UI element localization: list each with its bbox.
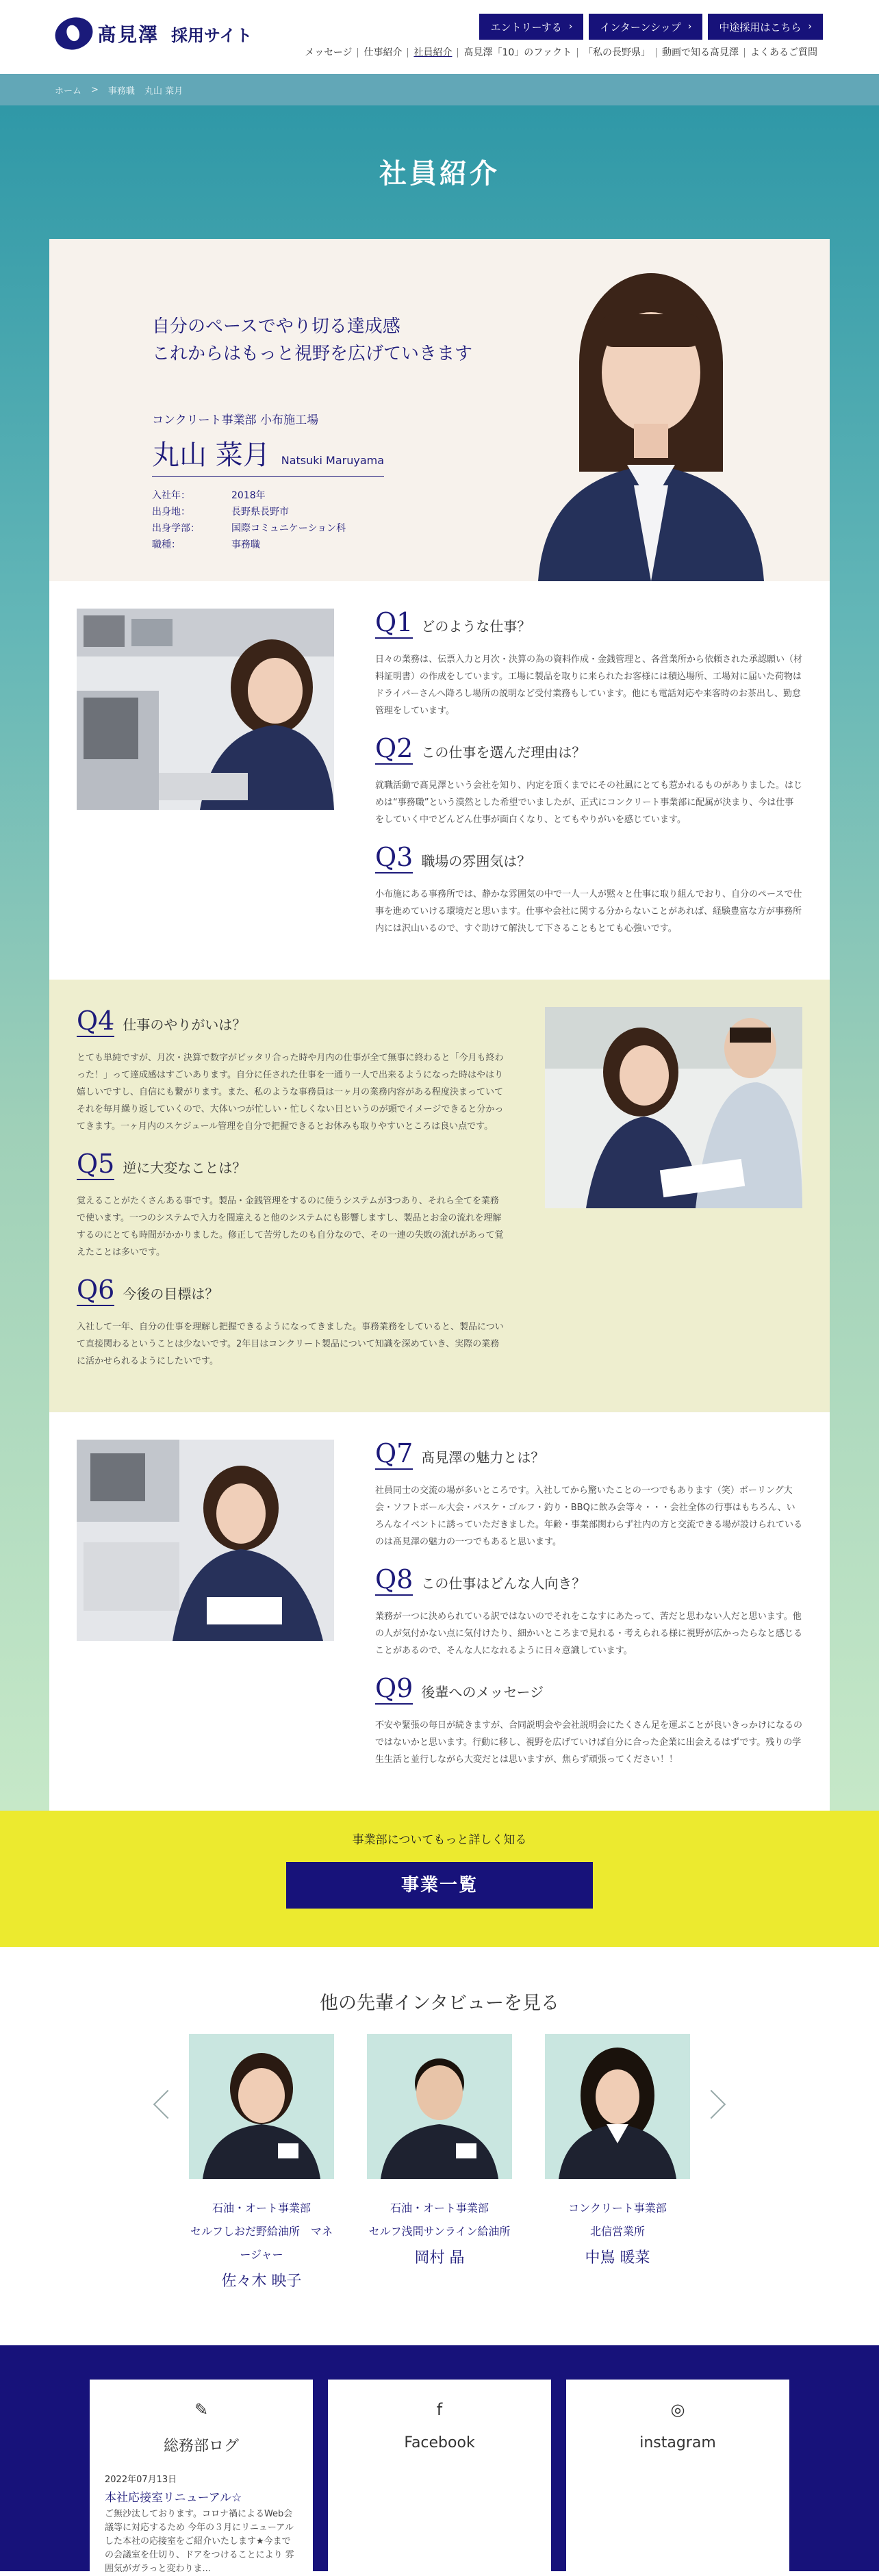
staff-department: コンクリート事業部 bbox=[568, 2202, 667, 2215]
qa-column bbox=[375, 1440, 802, 1783]
internship-button-label: インターンシップ bbox=[600, 21, 681, 34]
entry-button-label: エントリーする bbox=[490, 21, 562, 34]
info-value: 国際コミュニケーション科 bbox=[231, 523, 346, 534]
instagram-box[interactable] bbox=[566, 2380, 789, 2571]
question-title: 職場の雰囲気は？ bbox=[421, 853, 531, 869]
breadcrumb-separator: > bbox=[91, 84, 99, 95]
blog-date: 2022年07月13日 bbox=[105, 2475, 177, 2485]
question-title: 逆に大変なことは？ bbox=[123, 1160, 246, 1176]
instagram-icon: ◎ bbox=[670, 2400, 685, 2419]
question-number: Q3 bbox=[375, 842, 413, 872]
answer-text: 就職活動で髙見澤という会社を知り、内定を頂くまでにその社風にとても惹かれるものがありました。はじめは“事務職”という漠然とした希望でいましたが、正式にコンクリート事業部に配属が決まり、今は仕事をしていく中でどんどん仕事が面白くなり、とてもやりがいを感じています。 bbox=[375, 780, 803, 825]
question-heading bbox=[375, 1566, 802, 1596]
question-heading bbox=[375, 1674, 802, 1705]
logo-subtitle: 採用サイト bbox=[171, 25, 253, 45]
profile-info bbox=[152, 487, 346, 552]
question-number: Q2 bbox=[375, 733, 413, 763]
name-japanese: 丸山 菜月 bbox=[152, 439, 270, 471]
question-number: Q9 bbox=[375, 1673, 413, 1703]
question-heading bbox=[77, 1150, 504, 1180]
entry-button[interactable] bbox=[479, 14, 583, 40]
answer-text: 不安や緊張の毎日が続きますが、合同説明会や会社説明会にたくさん足を運ぶことが良いきっかけになるのではないかと思います。行動に移し、視野を広げていけば自分に合った企業に出会えるはずです。残りの学生生活と並行しながら大変だとは思いますが、焦らず頑張ってください！！ bbox=[375, 1720, 803, 1765]
nav-item-faq[interactable]: よくあるご質問 bbox=[744, 48, 823, 58]
question-heading bbox=[375, 735, 802, 765]
info-row bbox=[152, 536, 346, 552]
nav-item-facts[interactable]: 髙見澤「10」のファクト bbox=[457, 48, 577, 58]
midcareer-button-label: 中途採用はこちら bbox=[719, 21, 802, 34]
answer-text: 日々の業務は、伝票入力と月次・決算の為の資料作成・金銭管理と、各営業所から依頼された承認願い（材料証明書）の作成をしています。工場に製品を取りに来られたお客様には積込場所、工場対に届いた荷物はドライバーさんへ降ろし場所の説明など受付業務もしています。他にも電話対応や来客時のお茶出し、勤怠管理をしています。 bbox=[375, 654, 803, 716]
logo-mark-icon bbox=[51, 12, 97, 55]
staff-photo bbox=[545, 2034, 690, 2179]
office-photo-3 bbox=[77, 1440, 334, 1641]
breadcrumb-home[interactable]: ホーム bbox=[55, 86, 82, 97]
profile-hero bbox=[49, 239, 830, 581]
logo-text: 髙見澤 bbox=[97, 23, 160, 46]
answer-text: 入社して一年、自分の仕事を理解し把握できるようになってきました。事務業務をしていると、製品について直接関わるということは少ないです。2年目はコンクリート製品について知識を深めていき、実際の業務に活かせられるようにしたいです。 bbox=[77, 1322, 504, 1366]
answer-text: 業務が一つに決められている訳ではないのでそれをこなすにあたって、苦だと思わない人だと思います。他の人が気付かない点に気付けたり、細かいところまで見れる・考えられる様に視野が広かったらなと感じることがあるので、そんな人になれるように日々意識しています。 bbox=[375, 1611, 803, 1656]
interview-card-link[interactable] bbox=[545, 2034, 690, 2291]
blog-title: 総務部ログ bbox=[163, 2438, 239, 2455]
question-heading bbox=[375, 1440, 802, 1470]
question-title: この仕事を選んだ理由は？ bbox=[421, 744, 586, 761]
question-number: Q8 bbox=[375, 1564, 413, 1594]
chevron-right-icon: › bbox=[808, 21, 812, 32]
profile-department: コンクリート事業部 小布施工場 bbox=[152, 413, 319, 427]
internship-button[interactable] bbox=[589, 14, 702, 40]
catch-copy bbox=[152, 313, 472, 368]
question-title: どのような仕事？ bbox=[421, 618, 531, 635]
footer-links bbox=[0, 2345, 879, 2574]
question-heading bbox=[375, 609, 802, 639]
question-number: Q6 bbox=[77, 1275, 115, 1305]
answer-text: とても単純ですが、月次・決算で数字がピッタリ合った時や月内の仕事が全て無事に終わると「今月も終わった！」って達成感はすごいあります。自分に任された仕事を一通り一人で出来るようになった時はやはり嬉しいですし、自信にも繋がります。また、私のような事務員は一ヶ月の業務内容がある程度決まっていてそれを毎月繰り返していくので、大体いつが忙しい・忙しくない日というのが頭でイメージできると分かってきます。一ヶ月内のスケジュール管理を自分で把握できるとお休みも取りやすいところは良い点です。 bbox=[77, 1053, 504, 1132]
blog-box[interactable] bbox=[90, 2380, 313, 2574]
interview-card bbox=[49, 239, 830, 1811]
question-number: Q1 bbox=[375, 607, 413, 637]
question-title: 髙見澤の魅力とは？ bbox=[421, 1449, 545, 1466]
page-title: 社員紹介 bbox=[379, 158, 500, 190]
blog-headline: 本社応接室リニューアル☆ bbox=[105, 2491, 242, 2505]
answer-text: 社員同士の交流の場が多いところです。入社してから驚いたことの一つでもあります（笑）ボーリング大会・ソフトボール大会・バスケ・ゴルフ・釣り・BBQに飲み会等々・・・会社全体の行事はもちろん、いろんなイベントに誘っていただきました。年齢・事業部関わらず社内の方と交流できる場が設けられているのは髙見澤の魅力の一つでもあると思います。 bbox=[375, 1485, 803, 1547]
nav-item-message[interactable]: メッセージ bbox=[305, 47, 353, 58]
midcareer-button[interactable] bbox=[708, 14, 823, 40]
breadcrumb-current: 丸山 菜月 bbox=[144, 86, 183, 97]
staff-photo bbox=[189, 2034, 334, 2179]
breadcrumb-category[interactable]: 事務職 bbox=[107, 86, 135, 97]
info-row bbox=[152, 487, 346, 503]
other-interviews-heading: 他の先輩インタビューを見る bbox=[320, 1993, 559, 2014]
business-cta bbox=[0, 1811, 879, 1947]
profile-name bbox=[152, 433, 384, 477]
nav-item-staff[interactable]: 社員紹介 bbox=[407, 48, 457, 58]
question-heading bbox=[77, 1007, 504, 1037]
question-title: 今後の目標は？ bbox=[123, 1286, 219, 1302]
answer-text: 覚えることがたくさんある事です。製品・金銭管理をするのに使うシステムが3つあり、それら全てを業務で使います。一つのシステムで入力を間違えると他のシステムにも影響しますし、製品とお金の流れを理解するのにとても時間がかかりました。修正して苦労したのも自分なので、その一連の失敗の流れがあって覚えたことは多いです。 bbox=[77, 1196, 504, 1258]
nav-item-nagano[interactable]: 「私の長野県」 bbox=[577, 48, 656, 58]
cta-lead: 事業部についてもっと詳しく知る bbox=[352, 1833, 527, 1847]
chevron-right-icon: › bbox=[568, 21, 573, 32]
blog-icon: ✎ bbox=[194, 2400, 209, 2419]
office-photo-1 bbox=[77, 609, 334, 810]
breadcrumb bbox=[0, 74, 879, 105]
info-value: 長野県長野市 bbox=[231, 507, 289, 518]
catch-line-1: 自分のペースでやり切る達成感 bbox=[152, 316, 400, 337]
blog-excerpt: ご無沙汰しております。コロナ禍によるWeb会議等に対応するため 今年の３月にリニューアルした本社の応接室をご紹介いたします★今までの会議室を仕切り、ドアをつけることにより 雰囲気がガラっと変わりま... bbox=[105, 2509, 294, 2574]
question-number: Q4 bbox=[77, 1006, 115, 1036]
staff-photo bbox=[367, 2034, 512, 2179]
question-number: Q7 bbox=[375, 1438, 413, 1468]
qa-column bbox=[77, 1007, 504, 1385]
site-header bbox=[0, 0, 879, 74]
staff-name: 佐々木 映子 bbox=[221, 2273, 302, 2290]
staff-place: セルフ浅間サンライン給油所 bbox=[368, 2225, 511, 2238]
chevron-right-icon: › bbox=[687, 21, 692, 32]
name-english: Natsuki Maruyama bbox=[281, 454, 385, 467]
staff-department: 石油・オート事業部 bbox=[212, 2202, 311, 2215]
nav-item-jobs[interactable]: 仕事紹介 bbox=[357, 48, 407, 58]
staff-place: セルフしおだ野給油所 マネージャー bbox=[190, 2225, 333, 2261]
main-content bbox=[0, 105, 879, 1811]
blog-entry[interactable] bbox=[105, 2472, 298, 2576]
question-heading bbox=[77, 1276, 504, 1306]
staff-place: 北信営業所 bbox=[589, 2225, 645, 2238]
info-row bbox=[152, 503, 346, 520]
staff-name: 中嶌 暖菜 bbox=[585, 2249, 650, 2267]
interview-card-link[interactable] bbox=[367, 2034, 512, 2291]
interview-card-link[interactable] bbox=[189, 2034, 334, 2291]
staff-department: 石油・オート事業部 bbox=[390, 2202, 489, 2215]
portrait-photo bbox=[524, 259, 778, 581]
office-photo-2 bbox=[545, 1007, 802, 1208]
info-key: 職種： bbox=[152, 539, 181, 550]
question-heading bbox=[375, 843, 802, 873]
question-title: 後輩へのメッセージ bbox=[421, 1684, 544, 1700]
instagram-title: instagram bbox=[639, 2434, 716, 2451]
info-key: 入社年： bbox=[152, 490, 190, 501]
question-title: 仕事のやりがいは？ bbox=[123, 1017, 246, 1033]
qa-section-3 bbox=[49, 1412, 830, 1811]
facebook-box[interactable] bbox=[328, 2380, 551, 2571]
facebook-icon: f bbox=[436, 2400, 443, 2419]
info-value: 2018年 bbox=[231, 490, 266, 501]
qa-section-1 bbox=[49, 581, 830, 980]
interview-carousel bbox=[0, 2034, 879, 2291]
info-row bbox=[152, 520, 346, 536]
qa-column bbox=[375, 609, 802, 952]
answer-text: 小布施にある事務所では、静かな雰囲気の中で一人一人が黙々と仕事に取り組んでおり、自分のペースで仕事を進めていける環境だと思います。仕事や会社に関する分からないことがあれば、経験豊富な方が事務所内には沢山いるので、すぐ助けて解決して下さることもとても心強いです。 bbox=[375, 889, 802, 934]
info-value: 事務職 bbox=[231, 539, 260, 550]
staff-name: 岡村 晶 bbox=[414, 2249, 465, 2267]
qa-section-2 bbox=[49, 980, 830, 1412]
business-list-button[interactable]: 事業一覧 bbox=[286, 1862, 593, 1909]
question-number: Q5 bbox=[77, 1149, 115, 1179]
global-nav bbox=[299, 48, 823, 58]
nav-item-movie[interactable]: 動画で知る髙見澤 bbox=[656, 48, 744, 58]
question-title: この仕事はどんな人向き？ bbox=[421, 1575, 586, 1592]
top-buttons bbox=[479, 14, 823, 40]
info-key: 出身学部： bbox=[152, 523, 200, 534]
catch-line-2: これからはもっと視野を広げていきます bbox=[152, 344, 473, 364]
other-interviews bbox=[0, 1947, 879, 2345]
facebook-title: Facebook bbox=[404, 2434, 475, 2451]
site-logo[interactable] bbox=[55, 18, 252, 49]
info-key: 出身地： bbox=[152, 507, 190, 518]
